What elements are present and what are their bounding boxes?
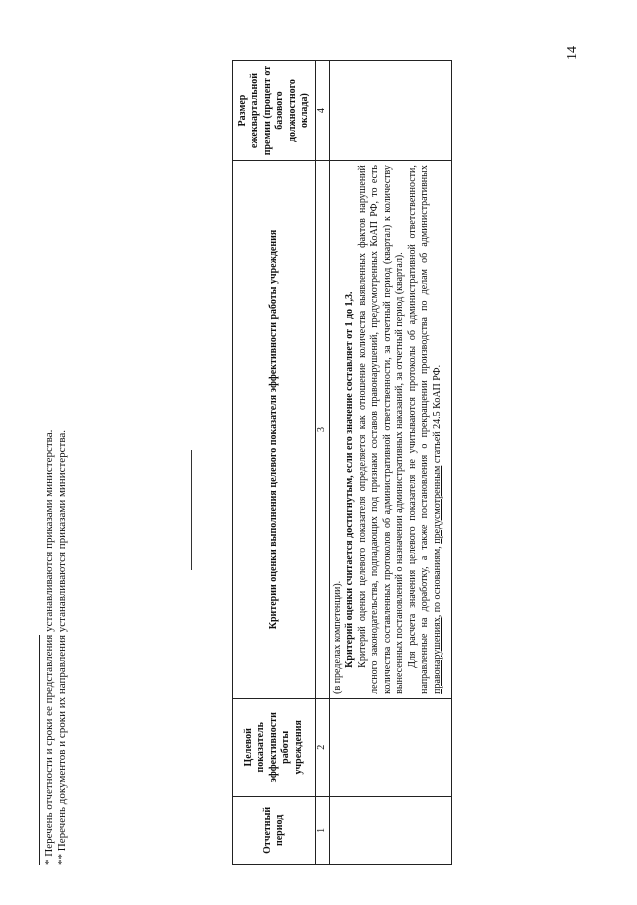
col-number-4: 4 (316, 61, 330, 161)
header-bonus: Размер ежеквартальной премии (процент от базового должностного оклада) (233, 61, 316, 161)
header-row (233, 61, 316, 865)
col-number-1: 1 (316, 796, 330, 864)
bonus-cell (329, 61, 451, 161)
indicator-cell (329, 698, 451, 796)
header-indicator: Целевой показатель эффективности работы учреждения (233, 698, 316, 796)
number-row (316, 61, 330, 865)
criteria-paragraph-1: (в пределах компетенции). (331, 580, 343, 694)
footnotes (39, 60, 69, 865)
footnote-2: ** Перечень документов и сроки их направления устанавливаются приказами министерства. (56, 429, 68, 865)
footnote-rule (39, 635, 40, 865)
header-period: Отчетный период (233, 796, 316, 864)
table-row (329, 61, 451, 865)
criteria-cell (329, 161, 451, 699)
header-criteria: Критерии оценки выполнения целевого показателя эффективности работы учреждения (233, 161, 316, 699)
col-number-2: 2 (316, 698, 330, 796)
col-number-3: 3 (316, 161, 330, 699)
page-number: 14 (565, 46, 580, 60)
criteria-paragraph-4: Для расчета значения целевого показателя не учитываются протоколы об административной ответственности, направленные на доработку, а также постановления о прекращении производства по делам об административных правонарушениях, по основаниям, предусмотренным статьей 24.5 КоАП РФ. (406, 165, 443, 694)
criteria-table (232, 60, 452, 865)
section-divider (191, 450, 192, 570)
criteria-paragraph-3: Критерий оценки целевого показателя определяется как отношение количества выявленных фактов нарушений лесного законодательства, подпадающих под признаки составов правонарушений, предусмотренных КоАП РФ, то есть количества составленных протоколов об административной ответственности, за отчетный период (квартал) к количеству вынесенных постановлений о назначении административных наказаний, за отчетный период (квартал). (356, 165, 406, 694)
criteria-bold-statement: Критерий оценки считается достигнутым, если его значение составляет от 1 до 1,3. (344, 291, 356, 668)
footnote-1: * Перечень отчетности и сроки ее представления устанавливаются приказами министерства. (43, 429, 55, 865)
period-cell (329, 796, 451, 864)
